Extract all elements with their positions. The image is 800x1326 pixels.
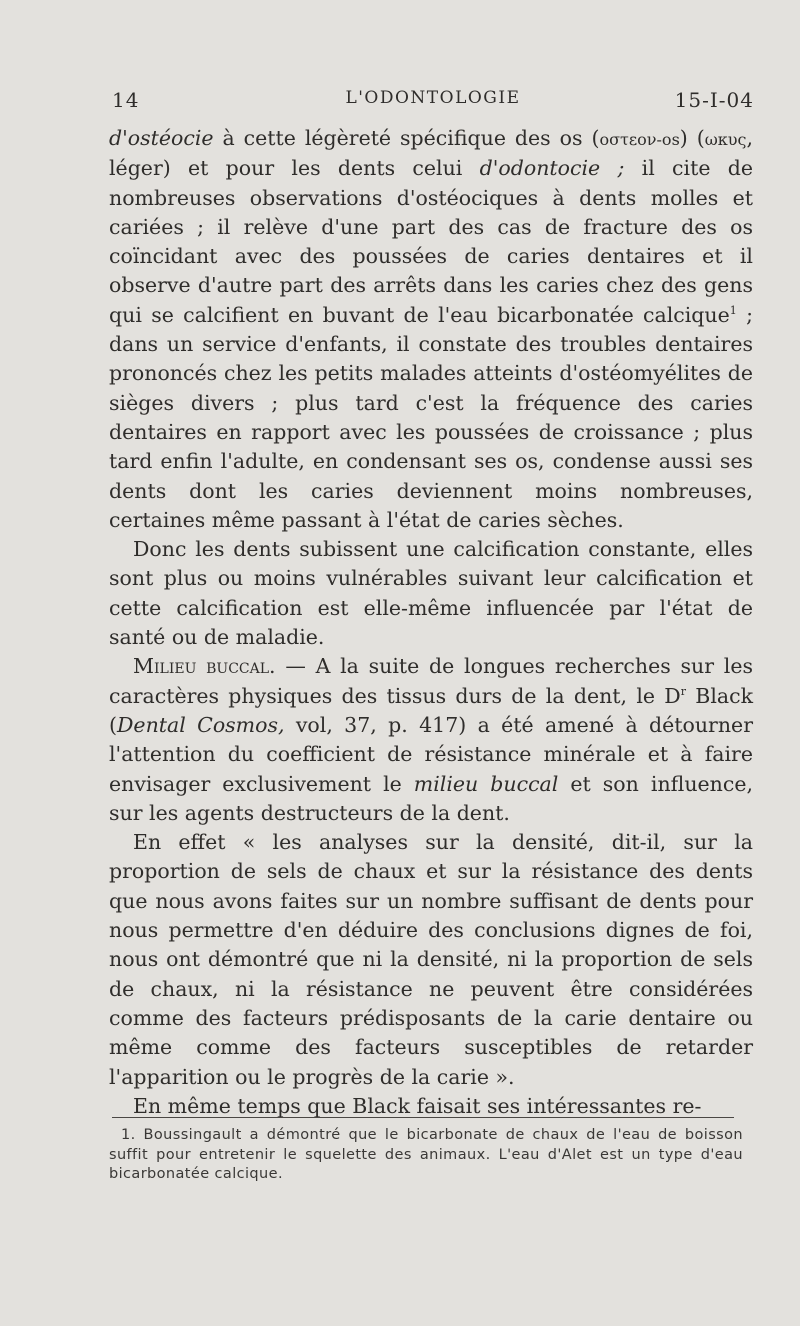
text-run: ; dans un service d'enfants, il constate des troubles dentaires prononcés chez les petits malades atteints d'ostéomyélites de sièges divers ; plus tard c'est la fréquence des caries dentaires en rapport avec les poussées de croissance ; plus tard enfin l'adulte, en condensant ses os, condense aussi ses dents dont les caries deviennent moins nombreuses, certaines même passant à l'état de caries sèches.: [109, 302, 753, 532]
term-odontocie: d'odontocie ;: [479, 156, 625, 181]
journal-citation: Dental Cosmos,: [117, 712, 285, 737]
greek-term-osteon: οστεον-os: [599, 130, 680, 149]
doctor-abbrev-superscript: r: [680, 684, 686, 698]
footnote-divider: [112, 1117, 734, 1118]
paragraph-milieu-buccal: [109, 652, 753, 828]
text-run: Black (: [109, 683, 754, 737]
text-run: , léger) et pour les dents celui: [109, 126, 753, 181]
text-run: et son influence, sur les agents destructeurs de la dent.: [109, 771, 753, 825]
text-run: à cette légèreté spécifique des os (: [213, 126, 600, 150]
paragraph-continuation: En même temps que Black faisait ses intéressantes re-: [133, 1093, 702, 1118]
footnote-marker: 1: [729, 303, 737, 317]
term-milieu-buccal: milieu buccal: [413, 771, 559, 796]
paragraph-osteocie: [109, 124, 753, 535]
section-heading: Milieu buccal.: [133, 654, 276, 679]
text-run: vol, 37, p. 417) a été amené à détourner l'attention du coefficient de résistance minérale et à faire envisager exclusivement le: [109, 712, 753, 796]
journal-title: L'ODONTOLOGIE: [345, 88, 521, 108]
paragraph-calcification: Donc les dents subissent une calcification constante, elles sont plus ou moins vulnérables suivant leur calcification et cette calcification est elle-même influencée par l'état de santé ou de maladie.: [109, 537, 753, 650]
paragraph-quotation: En effet « les analyses sur la densité, dit-il, sur la proportion de sels de chaux et sur la résistance des dents que nous avons faites sur un nombre suffisant de dents pour nous permettre d'en déduire des conclusions dignes de foi, nous ont démontré que ni la densité, ni la proportion de sels de chaux, ni la résistance ne peuvent être considérées comme des facteurs prédisposants de la carie dentaire ou même comme des facteurs susceptibles de retarder l'apparition ou le progrès de la carie ».: [109, 830, 753, 1089]
main-text: [109, 124, 753, 1121]
text-run: ) (: [679, 126, 705, 150]
greek-term-okus: ωκυς: [704, 130, 747, 149]
text-run: il cite de nombreuses observations d'ostéociques à dents molles et cariées ; il relève d'une part des cas de fracture des os coïncidant avec des poussées de caries dentaires et il observe d'autre part des arrêts dans les caries chez des gens qui se calcifient en buvant de l'eau bicarbonatée calcique: [109, 156, 754, 327]
issue-date: 15-I-04: [674, 88, 754, 112]
term-osteocie: d'ostéocie: [109, 126, 214, 150]
text-run: — A la suite de longues recherches sur les caractères physiques des tissus durs de la dent, le D: [109, 654, 753, 708]
footnote: 1. Boussingault a démontré que le bicarbonate de chaux de l'eau de boisson suffit pour entretenir le squelette des animaux. L'eau d'Alet est un type d'eau bicarbonatée calcique.: [109, 1127, 743, 1182]
page-number: 14: [112, 88, 140, 112]
